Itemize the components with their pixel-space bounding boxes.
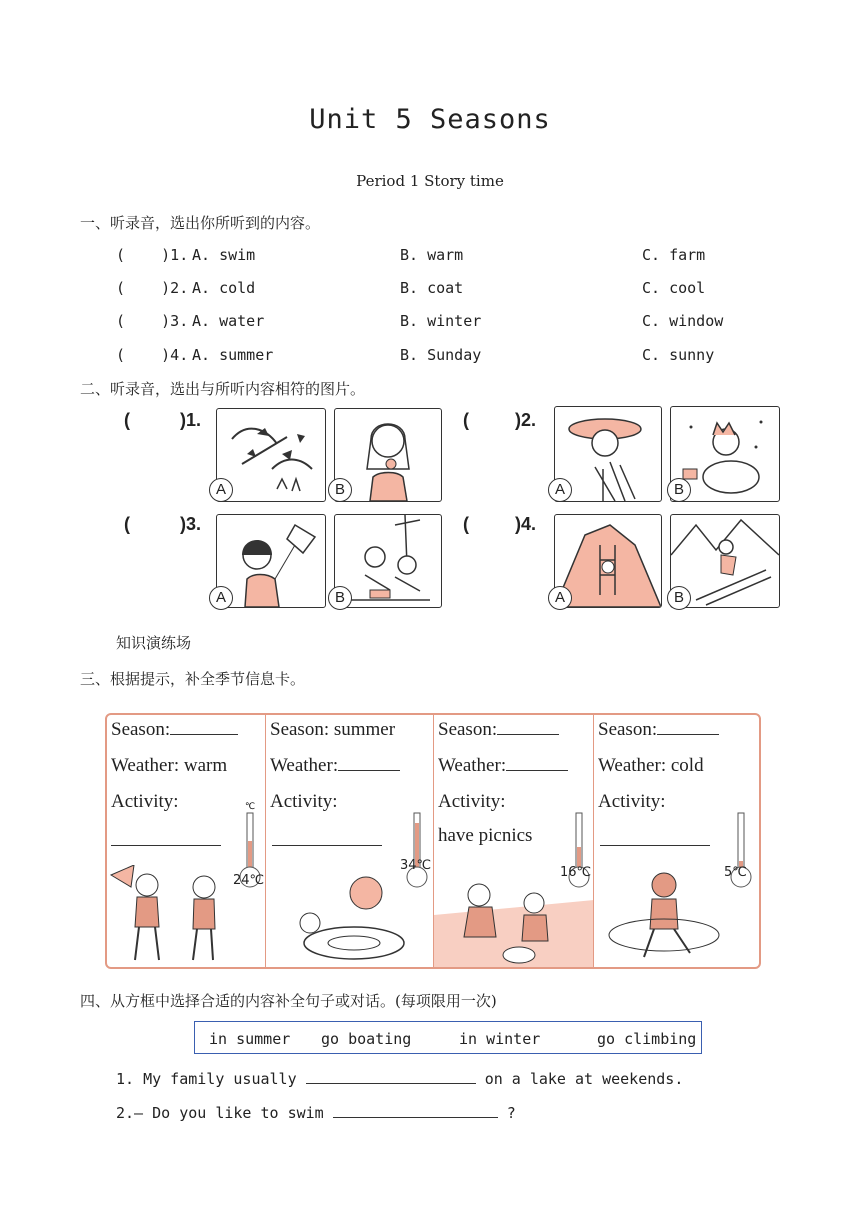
option-a[interactable]: A. summer <box>192 346 274 364</box>
weather-label: Weather: <box>111 755 180 776</box>
leaves-illustration <box>217 409 325 501</box>
question-number: ( )3. <box>116 312 189 330</box>
page-title: Unit 5 Seasons <box>309 104 551 135</box>
question-number: )3. <box>180 514 202 534</box>
season-card-1 <box>107 715 265 967</box>
option-a-badge[interactable]: A <box>209 586 233 610</box>
option-a[interactable]: A. water <box>192 312 265 330</box>
activity-label: Activity: <box>270 791 338 812</box>
sentence-1-suffix: on a lake at weekends. <box>484 1070 684 1088</box>
swim-ring-illustration <box>286 865 416 965</box>
option-b-badge[interactable]: B <box>667 586 691 610</box>
option-b[interactable]: B. warm <box>400 246 464 264</box>
svg-text:℃: ℃ <box>245 802 256 812</box>
section2-heading: 二、听录音，选出与所听内容相符的图片。 <box>80 380 366 398</box>
option-c[interactable]: C. window <box>642 312 724 330</box>
question-number: ( )2. <box>116 279 189 297</box>
weather-value: cold <box>670 755 704 776</box>
option-a-badge[interactable]: A <box>209 478 233 502</box>
option-c[interactable]: C. sunny <box>642 346 715 364</box>
season-value: summer <box>333 719 396 740</box>
activity-value: have picnics <box>438 825 533 846</box>
season-card-2 <box>265 715 434 967</box>
option-c[interactable]: C. farm <box>642 246 706 264</box>
girl-kite-illustration <box>217 515 325 607</box>
option-a[interactable]: A. swim <box>192 246 256 264</box>
sentence-2-prefix: 2.— Do you like to swim <box>116 1104 324 1122</box>
question-number: )2. <box>515 410 537 430</box>
season-blank[interactable] <box>170 734 238 735</box>
sentence-1-prefix: 1. My family usually <box>116 1070 297 1088</box>
question-number: )1. <box>180 410 202 430</box>
temperature-reading: 24℃ <box>233 873 265 888</box>
practice-label: 知识演练场 <box>116 634 192 652</box>
sentence-2 <box>116 1104 516 1122</box>
option-b-badge[interactable]: B <box>328 586 352 610</box>
sentence-1 <box>116 1070 683 1088</box>
activity-label: Activity: <box>438 791 506 812</box>
option-a-badge[interactable]: A <box>548 478 572 502</box>
season-info-card <box>105 713 761 969</box>
activity-blank[interactable] <box>272 845 382 846</box>
option-b[interactable]: B. coat <box>400 279 464 297</box>
season-label: Season: <box>270 719 330 740</box>
option-b-badge[interactable]: B <box>328 478 352 502</box>
page-subtitle: Period 1 Story time <box>356 172 504 190</box>
answer-paren[interactable]: ( <box>463 514 469 534</box>
activity-label: Activity: <box>598 791 666 812</box>
season-blank[interactable] <box>497 734 559 735</box>
sentence-2-blank[interactable] <box>333 1117 498 1118</box>
temperature-reading: 16℃ <box>560 865 592 880</box>
answer-paren[interactable]: ( <box>124 410 130 430</box>
section3-heading: 三、根据提示，补全季节信息卡。 <box>80 670 306 688</box>
list-item <box>116 279 188 297</box>
weather-blank[interactable] <box>506 770 568 771</box>
word-option[interactable]: go boating <box>321 1030 412 1048</box>
option-a[interactable]: A. cold <box>192 279 256 297</box>
sentence-1-blank[interactable] <box>306 1083 476 1084</box>
section1-heading: 一、听录音，选出你所听到的内容。 <box>80 214 321 232</box>
season-card-3 <box>433 715 594 967</box>
picnic-illustration <box>434 875 594 967</box>
word-option[interactable]: in summer <box>209 1030 291 1048</box>
weather-label: Weather: <box>270 755 339 776</box>
option-a-badge[interactable]: A <box>548 586 572 610</box>
season-card-4 <box>593 715 760 967</box>
question-number: )4. <box>515 514 537 534</box>
list-item <box>116 346 188 364</box>
kids-kite-illustration <box>109 865 229 965</box>
option-c[interactable]: C. cool <box>642 279 706 297</box>
question-number: ( )1. <box>116 246 189 264</box>
activity-label: Activity: <box>111 791 179 812</box>
weather-value: warm <box>183 755 228 776</box>
word-option[interactable]: in winter <box>459 1030 541 1048</box>
activity-blank[interactable] <box>600 845 710 846</box>
answer-paren[interactable]: ( <box>124 514 130 534</box>
skating-illustration <box>604 865 734 965</box>
option-b[interactable]: B. winter <box>400 312 482 330</box>
sentence-2-suffix: ? <box>506 1104 516 1122</box>
temperature-reading: 34℃ <box>400 858 432 873</box>
season-label: Season: <box>598 719 658 740</box>
weather-blank[interactable] <box>338 770 400 771</box>
weather-label: Weather: <box>438 755 507 776</box>
question-number: ( )4. <box>116 346 189 364</box>
list-item <box>116 246 188 264</box>
season-label: Season: <box>111 719 171 740</box>
activity-blank[interactable] <box>111 845 221 846</box>
season-label: Season: <box>438 719 498 740</box>
list-item <box>116 312 188 330</box>
word-option[interactable]: go climbing <box>597 1030 697 1048</box>
section4-heading: 四、从方框中选择合适的内容补全句子或对话。(每项限用一次) <box>80 992 497 1010</box>
option-b-badge[interactable]: B <box>667 478 691 502</box>
season-blank[interactable] <box>657 734 719 735</box>
temperature-reading: 5℃ <box>724 865 747 880</box>
option-b[interactable]: B. Sunday <box>400 346 482 364</box>
weather-label: Weather: <box>598 755 667 776</box>
word-bank <box>194 1021 702 1054</box>
answer-paren[interactable]: ( <box>463 410 469 430</box>
